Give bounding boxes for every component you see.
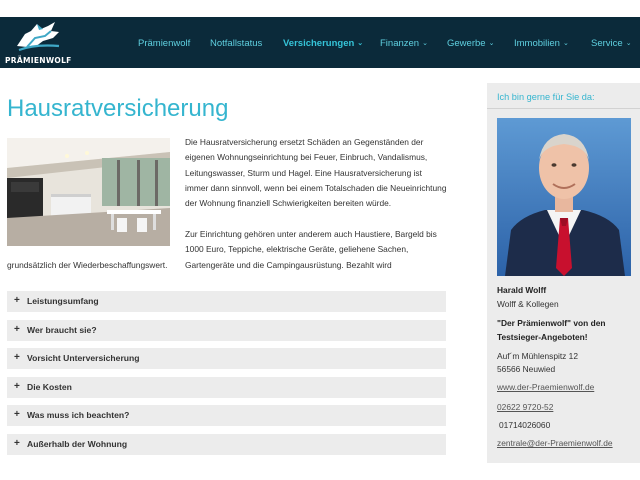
chevron-down-icon: ⌄ <box>562 40 569 47</box>
nav-item-gewerbe[interactable] <box>447 38 494 49</box>
plus-icon: + <box>14 295 20 306</box>
plus-icon: + <box>14 352 20 363</box>
nav-item-praemienwolf[interactable] <box>138 38 190 49</box>
accordion-unterversicherung[interactable] <box>7 348 446 369</box>
accordion-wer-braucht-sie[interactable] <box>7 320 446 341</box>
chevron-down-icon: ⌄ <box>357 40 364 47</box>
nav-label: Finanzen <box>380 38 420 49</box>
coverage-paragraph-tail: grundsätzlich der Wiederbeschaffungswert. <box>7 260 168 270</box>
logo[interactable] <box>5 20 71 66</box>
nav-item-versicherungen[interactable] <box>283 38 363 49</box>
plus-icon: + <box>14 438 20 449</box>
intro-paragraph: Die Hausratversicherung ersetzt Schäden an Gegenständen der eigenen Wohnungseinrichtung bei Feuer, Einbruch, Vandalismus, Leitungswasser, Sturm und Hagel. Eine Hausratversicherung ist immer dann sinnvoll, wenn bei einem Totalschaden die Neueinrichtung der Wohnung finanziell Schwierigkeiten bereiten würde. <box>185 137 447 209</box>
sidebar-heading: Ich bin gerne für Sie da: <box>497 92 595 102</box>
address-street: Auf´m Mühlenspitz 12 <box>497 351 578 361</box>
nav-label: Service <box>591 38 623 49</box>
agent-name: Harald Wolff <box>497 285 547 295</box>
page-title: Hausratversicherung <box>7 95 229 122</box>
logo-text: PRÄMIENWOLF <box>5 56 72 65</box>
nav-label: Immobilien <box>514 38 560 49</box>
contact-sidebar <box>487 83 640 463</box>
living-room-photo <box>7 138 170 246</box>
website-link[interactable]: www.der-Praemienwolf.de <box>497 382 595 392</box>
nav-item-immobilien[interactable] <box>514 38 569 49</box>
wolf-logo-icon <box>15 20 63 54</box>
address-city: 56566 Neuwied <box>497 364 556 374</box>
accordion-beachten[interactable] <box>7 405 446 426</box>
agent-portrait <box>497 118 631 276</box>
nav-item-finanzen[interactable] <box>380 38 428 49</box>
sidebar-divider <box>487 108 640 109</box>
nav-item-notfallstatus[interactable] <box>210 38 262 49</box>
accordion-label: Die Kosten <box>27 382 72 392</box>
accordion-leistungsumfang[interactable] <box>7 291 446 312</box>
plus-icon: + <box>14 324 20 335</box>
plus-icon: + <box>14 381 20 392</box>
accordion-label: Wer braucht sie? <box>27 325 97 335</box>
accordion-ausserhalb[interactable] <box>7 434 446 455</box>
coverage-paragraph: Zur Einrichtung gehören unter anderem auch Haustiere, Bargeld bis 1000 Euro, Teppiche, elektrische Geräte, geliehene Sachen, Gartengeräte und die Campingausrüstung. Bezahlt wird <box>185 229 437 270</box>
agent-slogan: "Der Prämienwolf" von den Testsieger-Angeboten! <box>497 318 606 342</box>
nav-item-service[interactable] <box>591 38 632 49</box>
phone-link[interactable]: 02622 9720-52 <box>497 402 554 412</box>
chevron-down-icon: ⌄ <box>488 40 495 47</box>
nav-label: Versicherungen <box>283 38 355 49</box>
plus-icon: + <box>14 409 20 420</box>
chevron-down-icon: ⌄ <box>422 40 428 47</box>
top-strip <box>0 0 640 17</box>
mobile-number: 01714026060 <box>499 420 551 430</box>
accordion-label: Außerhalb der Wohnung <box>27 439 128 449</box>
accordion-label: Vorsicht Unterversicherung <box>27 353 140 363</box>
nav-label: Prämienwolf <box>138 38 191 49</box>
accordion-label: Was muss ich beachten? <box>27 410 130 420</box>
nav-label: Notfallstatus <box>210 38 263 49</box>
accordion-label: Leistungsumfang <box>27 296 99 306</box>
accordion-kosten[interactable] <box>7 377 446 398</box>
nav-label: Gewerbe <box>447 38 486 49</box>
email-link[interactable]: zentrale@der-Praemienwolf.de <box>497 438 613 448</box>
chevron-down-icon: ⌄ <box>625 40 632 47</box>
agent-company: Wolff & Kollegen <box>497 299 559 309</box>
